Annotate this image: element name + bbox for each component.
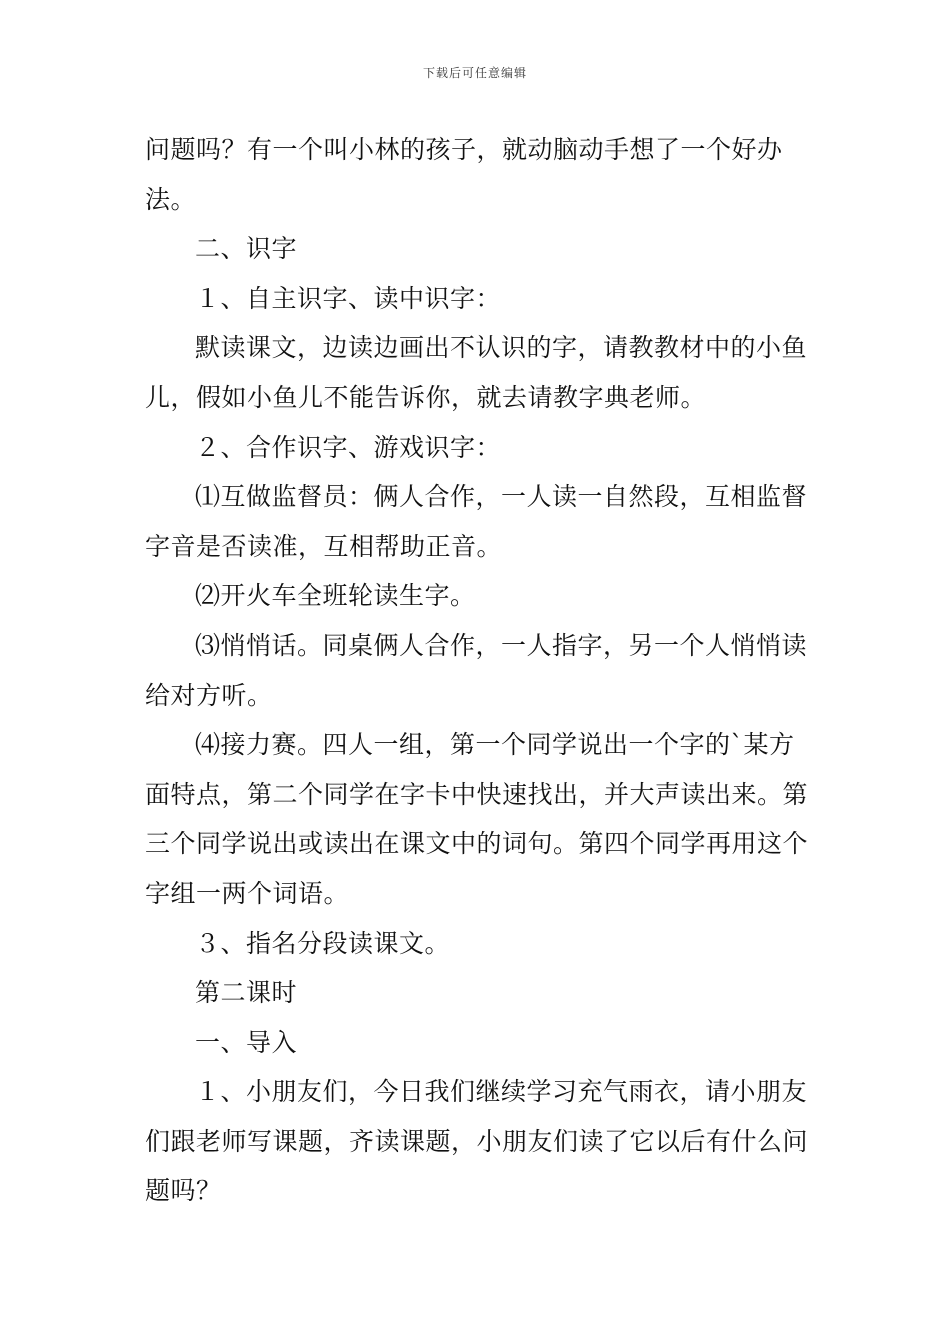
paragraph: ２、合作识字、游戏识字： <box>195 432 502 462</box>
paragraph: 问题吗？有一个叫小林的孩子，就动脑动手想了一个好办法。 <box>145 135 783 214</box>
paragraph: ⑷接力赛。四人一组，第一个同学说出一个字的`某方面特点，第二个同学在字卡中快速找出，并大声读出来。第三个同学说出或读出在课文中的词句。第四个同学再用这个字组一两个词语。 <box>145 730 809 908</box>
paragraph: ３、指名分段读课文。 <box>195 928 451 958</box>
paragraph: 默读课文，边读边画出不认识的字，请教教材中的小鱼儿，假如小鱼儿不能告诉你，就去请教字典老师。 <box>145 333 808 412</box>
document-body <box>145 125 810 1216</box>
section-heading: 一、导入 <box>195 1027 298 1057</box>
paragraph: ⑴互做监督员：俩人合作，一人读一自然段，互相监督字音是否读准，互相帮助正音。 <box>145 482 808 561</box>
section-heading: 第二课时 <box>195 978 298 1008</box>
page-header: 下载后可任意编辑 <box>422 66 527 80</box>
paragraph: ⑵开火车全班轮读生字。 <box>195 581 476 611</box>
section-heading: 二、识字 <box>195 234 298 264</box>
paragraph: ⑶悄悄话。同桌俩人合作，一人指字，另一个人悄悄读给对方听。 <box>145 630 808 710</box>
paragraph: １、小朋友们，今日我们继续学习充气雨衣，请小朋友们跟老师写课题，齐读课题，小朋友们读了它以后有什么问题吗？ <box>145 1077 809 1206</box>
paragraph: １、自主识字、读中识字： <box>195 283 502 313</box>
